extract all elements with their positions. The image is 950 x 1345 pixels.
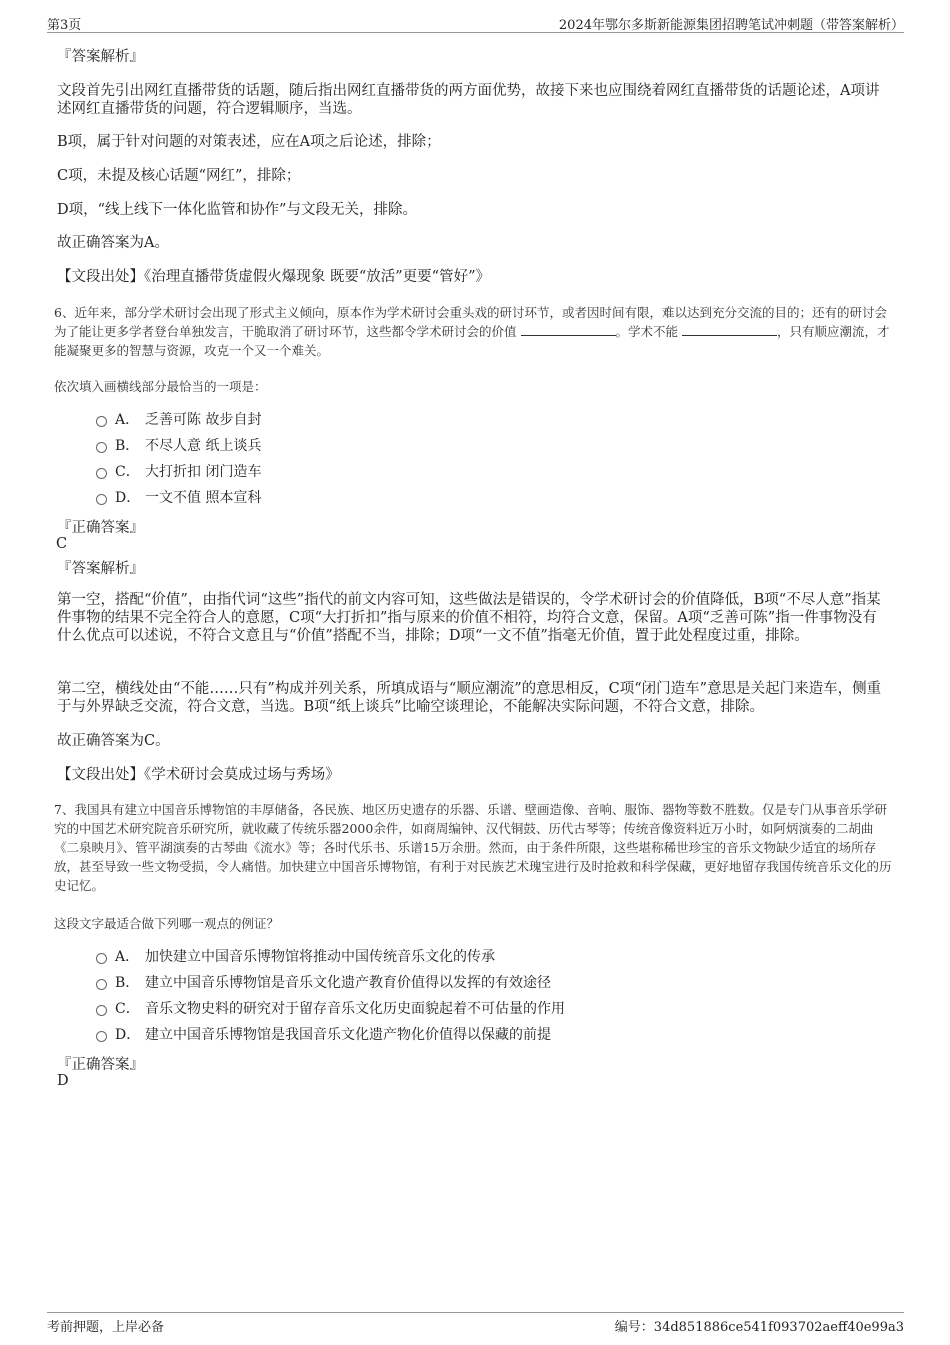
q5-analysis-label: 『答案解析』 xyxy=(57,49,144,65)
q6-analysis-para1: 第一空，搭配“价值”，由指代词“这些”指代的前文内容可知，这些做法是错误的，令学术研讨会的价值降低，B项“不尽人意”指某件事物的结果不完全符合人的意愿，C项“大打折扣”指与原来的价值不相符，均符合文意，保留。A项“乏善可陈”指一件事物没有什么优点可以述说，不符合文意且与“价值”搭配不当，排除；D项“一文不值”指毫无价值，置于此处程度过重，排除。 xyxy=(57,592,881,644)
page-number: 第3页 xyxy=(47,18,82,33)
q7-option-b[interactable]: B． 建立中国音乐博物馆是音乐文化遗产教育价值得以发挥的有效途径 xyxy=(96,973,551,993)
radio-icon[interactable] xyxy=(96,1005,107,1016)
footer-slogan: 考前押题，上岸必备 xyxy=(47,1320,165,1335)
q5-analysis-para3: C项，未提及核心话题“网红”，排除； xyxy=(57,168,301,184)
q6-correct-answer: C xyxy=(56,536,68,552)
radio-icon[interactable] xyxy=(96,1031,107,1042)
q5-analysis-para1: 文段首先引出网红直播带货的话题，随后指出网红直播带货的两方面优势，故接下来也应围绕着网红直播带货的话题论述，A项讲述网红直播带货的问题，符合逻辑顺序，当选。 xyxy=(57,83,880,117)
q6-option-d[interactable]: D． 一文不值 照本宣科 xyxy=(96,488,261,508)
q6-correct-label: 『正确答案』 xyxy=(57,520,144,536)
q7-option-d[interactable]: D． 建立中国音乐博物馆是我国音乐文化遗产物化价值得以保藏的前提 xyxy=(96,1025,551,1045)
document-serial: 编号：34d851886ce541f093702aeff40e99a3 xyxy=(614,1320,904,1335)
q5-conclusion: 故正确答案为A。 xyxy=(57,235,169,251)
page-header xyxy=(47,12,904,33)
q7-option-a[interactable]: A． 加快建立中国音乐博物馆将推动中国传统音乐文化的传承 xyxy=(96,947,495,967)
radio-icon[interactable] xyxy=(96,416,107,427)
q6-blank-2 xyxy=(682,323,777,336)
q7-correct-answer: D xyxy=(57,1073,69,1089)
q7-prompt: 这段文字最适合做下列哪一观点的例证？ xyxy=(54,916,280,931)
q6-stem: 6、近年来，部分学术研讨会出现了形式主义倾向，原本作为学术研讨会重头戏的研讨环节，或者因时间有限，难以达到充分交流的目的；还有的研讨会为了能让更多学者登台单独发言，干脆取消了研讨环节，这些都令学术研讨会的价值 。学术不能 ，只有顺应潮流，才能凝聚更多的智慧与资源，攻克一个又一个难关。 xyxy=(54,305,890,358)
q5-analysis-para2: B项，属于针对问题的对策表述，应在A项之后论述，排除； xyxy=(57,134,441,150)
document-title: 2024年鄂尔多斯新能源集团招聘笔试冲刺题（带答案解析） xyxy=(558,18,904,33)
q6-option-c[interactable]: C． 大打折扣 闭门造车 xyxy=(96,462,261,482)
radio-icon[interactable] xyxy=(96,953,107,964)
page-footer xyxy=(47,1312,904,1335)
q7-stem: 7、我国具有建立中国音乐博物馆的丰厚储备，各民族、地区历史遗存的乐器、乐谱、壁画造像、音响、服饰、器物等数不胜数。仅是专门从事音乐学研究的中国艺术研究院音乐研究所，就收藏了传统乐器2000余件，如商周编钟、汉代铜鼓、历代古琴等；传统音像资料近万小时，如阿炳演奏的二胡曲《二泉映月》、管平湖演奏的古琴曲《流水》等；各时代乐书、乐谱15万余册。然而，由于条件所限，这些堪称稀世珍宝的音乐文物缺少适宜的场所存放，甚至导致一些文物受损，令人痛惜。加快建立中国音乐博物馆，有利于对民族艺术瑰宝进行及时抢救和科学保藏，更好地留存我国传统音乐文化的历史记忆。 xyxy=(54,802,892,893)
radio-icon[interactable] xyxy=(96,494,107,505)
q6-analysis-label: 『答案解析』 xyxy=(57,561,144,577)
q6-prompt: 依次填入画横线部分最恰当的一项是： xyxy=(54,379,267,394)
q6-option-b[interactable]: B． 不尽人意 纸上谈兵 xyxy=(96,436,261,456)
radio-icon[interactable] xyxy=(96,442,107,453)
q5-analysis-para4: D项，“线上线下一体化监管和协作”与文段无关，排除。 xyxy=(57,202,417,218)
q6-source: 【文段出处】《学术研讨会莫成过场与秀场》 xyxy=(57,767,340,783)
radio-icon[interactable] xyxy=(96,468,107,479)
q6-blank-1 xyxy=(521,323,616,336)
q6-analysis-para2: 第二空，横线处由“不能……只有”构成并列关系，所填成语与“顺应潮流”的意思相反，C项“闭门造车”意思是关起门来造车，侧重于与外界缺乏交流，符合文意，当选。B项“纸上谈兵”比喻空谈理论，不能解决实际问题，不符合文意，排除。 xyxy=(57,681,882,715)
q7-correct-label: 『正确答案』 xyxy=(57,1057,144,1073)
q5-source: 【文段出处】《治理直播带货虚假火爆现象 既要“放活”更要“管好”》 xyxy=(57,269,491,285)
radio-icon[interactable] xyxy=(96,979,107,990)
q6-option-a[interactable]: A． 乏善可陈 故步自封 xyxy=(96,410,261,430)
q6-conclusion: 故正确答案为C。 xyxy=(57,733,170,749)
q7-option-c[interactable]: C． 音乐文物史料的研究对于留存音乐文化历史面貌起着不可估量的作用 xyxy=(96,999,565,1019)
